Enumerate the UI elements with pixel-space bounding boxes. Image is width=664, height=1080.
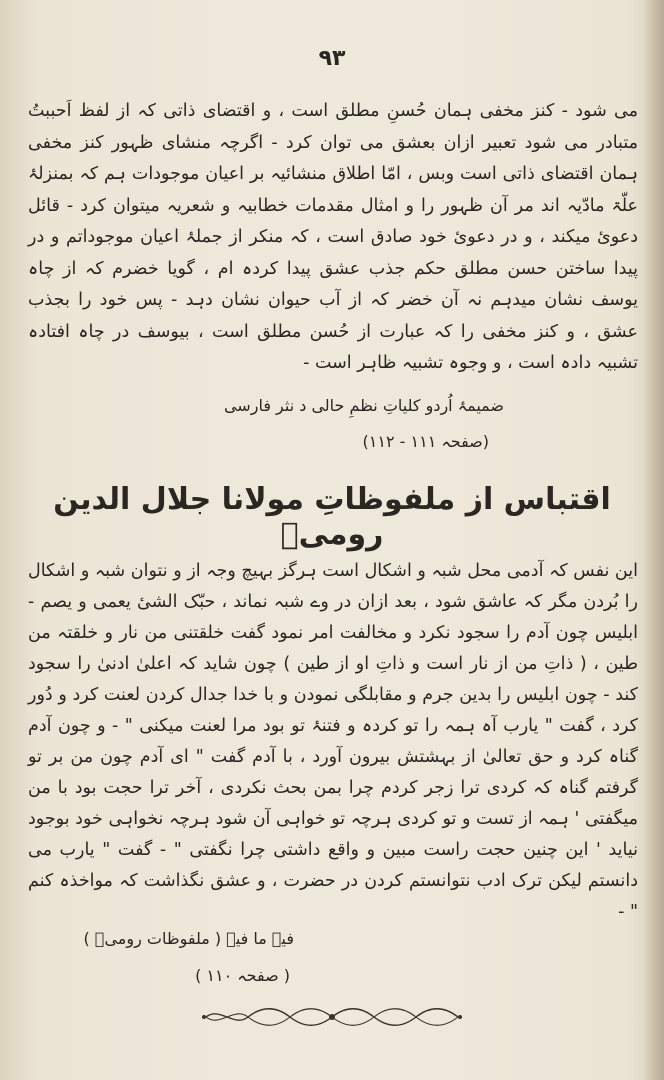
section-heading: اقتباس از ملفوظاتِ مولانا جلال الدین رومیؒ bbox=[53, 482, 611, 552]
source-2-pages: ( صفحہ ۱۱۰ ) bbox=[195, 966, 290, 985]
paragraph-1-text: می شود - کنز مخفی ہمان حُسنِ مطلق است ، و اقتضای ذاتی کہ از لفظ اَحببتُ متبادر می شود تعبیر ازان بعشق می توان کرد - اگرچہ منشای ظہور کنز مخفی ہمان اقتضای ذاتی است وبس ، امّا اطلاق منشائیہ بر اعیان موجودات ہم کہ بمنزلۂ علّۃ مادّیہ اند مر آن ظہور را و امثال مقدمات خطابیہ و شعریہ میتوان کرد - قائل دعوئ میکند ، و در دعوئ خود صادق است ، کہ منکر از جملۂ اعیان موجوداتم و در پیدا ساختن حسن مطلق حکم جذب عشق پیدا کردہ ام ، گویا خضرم کہ از چاہ یوسف نشان میدہم نہ آن خضر کہ از آب حیوان نشان دہد - پس خود را بجذب عشق ، و کنز مخفی را کہ عبارت از حُسن مطلق است ، بیوسف در چاہ افتادہ تشبیہ دادہ است ، و وجوہ تشبیہ ظاہر است - bbox=[28, 101, 638, 373]
paragraph-2 bbox=[28, 556, 638, 928]
paragraph-2-text: این نفس کہ آدمی محل شبہ و اشکال است ہرگز بہیچ وجہ از و نتوان شبہ و اشکال را بُردن مگر کہ عاشق شود ، بعد ازان در وے شبہ نماند ، حبّک الشیٔ یعمی و یصم - ابلیس چون آدم را سجود نکرد و مخالفت امر نمود گفت خلقتنی من نار و خلقتہ من طین ، ( ذاتِ من از نار است و ذاتِ او از طین ) چون شاید کہ اعلیٰ ادنیٰ را سجود کند - چون ابلیس را بدین جرم و مقابلگی نمودن و با خدا جدال کردن لعنت کرد و دُور کرد ، گفت " یارب آہ ہمہ را تو کردہ و فتنۂ تو بود مرا لعنت میکنی " - و چون آدم گناہ کرد و حق تعالیٰ از بہشتش بیرون آورد ، با آدم گفت " ای آدم چون من بر تو گرفتم گناہ کہ کردی ترا زجر کردم چرا بمن بحث نکردی ، آخر ترا حجت بود با من میگفتی ' ہمہ از تست و تو کردی ہرچہ تو خواہی آن شود ہرچہ نخواہی خود بوجود نیاید ' این چنین حجت راست مبین و واقع داشتی چرا نگفتی " - گفت " یارب می دانستم لیکن ترک ادب نتوانستم کردن در حضرت ، و عشق نگذاشت کہ مواخذہ کنم " - bbox=[28, 561, 638, 922]
paragraph-1 bbox=[28, 96, 638, 380]
source-1-title: ضمیمۂ اُردو کلیاتِ نظمِ حالی د نثر فارسی bbox=[223, 396, 504, 415]
page-number: ۹۳ bbox=[318, 46, 346, 71]
ornament-divider-icon bbox=[200, 1004, 464, 1030]
source-1-pages: (صفحہ ۱۱۱ - ۱۱۲) bbox=[362, 432, 489, 451]
page-gutter-shadow bbox=[642, 0, 664, 1080]
source-2-title: فیہ ما فیہ ( ملفوظات رومیؒ ) bbox=[83, 929, 294, 948]
